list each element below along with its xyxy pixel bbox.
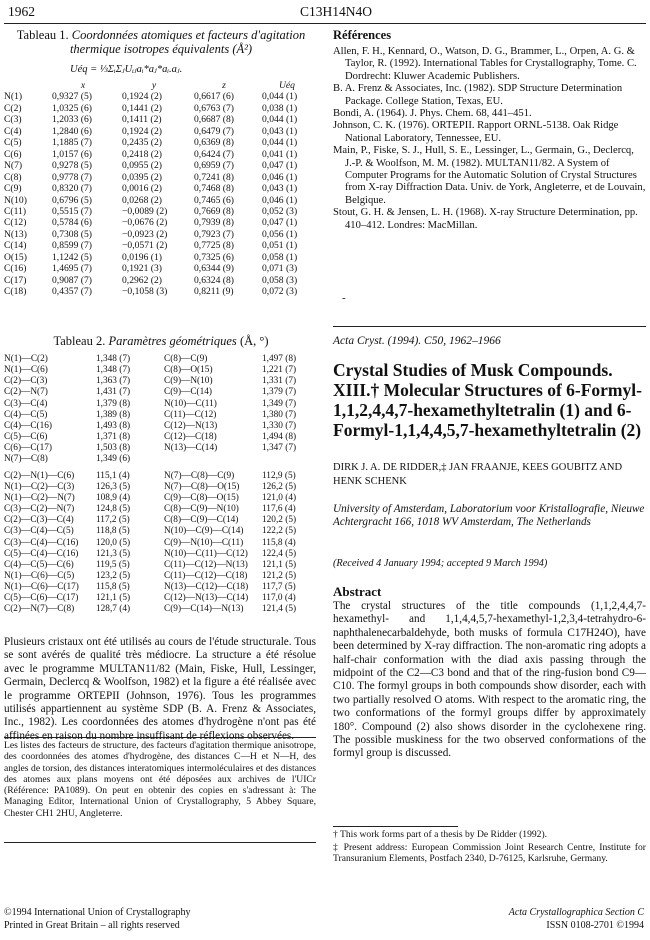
geometry-label: C(2)—C(3) xyxy=(4,376,48,387)
coord-cell: 0,9778 (7) xyxy=(52,171,92,183)
table2-row xyxy=(4,560,316,571)
coord-cell: 0,071 (3) xyxy=(262,263,298,275)
coord-cell: 0,058 (1) xyxy=(262,251,298,263)
reference-item: Bondi, A. (1964). J. Phys. Chem. 68, 441–451. xyxy=(333,108,532,120)
table1-row xyxy=(4,126,316,137)
geometry-label: C(8)—C(9)—C(14) xyxy=(164,515,239,526)
geometry-label: C(11)—C(12)—C(18) xyxy=(164,570,248,581)
footer-printed: Printed in Great Britain – all rights reserved xyxy=(4,920,180,931)
geometry-label: C(8)—C(9)—N(10) xyxy=(164,504,239,515)
geometry-value: 121,3 (5) xyxy=(96,548,131,559)
table2-row xyxy=(4,604,316,615)
coord-cell: 1,1242 (5) xyxy=(52,251,92,263)
geometry-value: 126,2 (5) xyxy=(262,481,297,492)
geometry-value: 1,221 (7) xyxy=(262,365,297,376)
coord-cell: 0,7669 (8) xyxy=(194,205,234,217)
footnote-thesis: † This work forms part of a thesis by De Ridder (1992). xyxy=(333,829,548,840)
coord-cell: 1,0325 (6) xyxy=(52,102,92,114)
coord-cell: 0,9087 (7) xyxy=(52,274,92,286)
coord-cell: 0,044 (1) xyxy=(262,114,298,126)
geometry-value: 1,380 (7) xyxy=(262,409,297,420)
geometry-label: N(7)—C(8) xyxy=(4,454,48,465)
coord-cell: −0,0089 (2) xyxy=(122,205,168,217)
geometry-value: 108,9 (4) xyxy=(96,492,131,503)
coord-cell: 0,6324 (8) xyxy=(194,274,234,286)
table1-row xyxy=(4,240,316,251)
table2-row xyxy=(4,421,316,432)
geometry-label: C(6)—C(17) xyxy=(4,443,53,454)
geometry-value: 1,331 (7) xyxy=(262,376,297,387)
table2-row xyxy=(4,387,316,398)
coord-cell: −0,0571 (2) xyxy=(122,240,168,252)
table2-row xyxy=(4,454,316,465)
geometry-label: C(2)—C(3)—C(4) xyxy=(4,515,74,526)
atom-label: C(12) xyxy=(4,217,27,229)
article-title: Crystal Studies of Musk Compounds. XIII.† Molecular Structures of 6-Formyl-1,1,2,4,4,7-hexamethyltetralin (1) and 6-Formyl-1,1,4,4,5,7-hexamethyltetralin (2) xyxy=(333,360,642,440)
coord-cell: 0,072 (3) xyxy=(262,286,298,298)
table2-bonds xyxy=(4,354,316,466)
geometry-value: 115,1 (4) xyxy=(96,470,130,481)
references-list xyxy=(333,46,646,232)
article-affiliation: University of Amsterdam, Laboratorium voor Kristallografie, Nieuwe Achtergracht 166, 1018 WV Amsterdam, The Netherlands xyxy=(333,503,645,529)
coord-cell: 0,7308 (5) xyxy=(52,228,92,240)
table2-row xyxy=(4,354,316,365)
table1-col-x: x xyxy=(80,80,86,91)
table1-row xyxy=(4,275,316,286)
coord-cell: 0,1921 (3) xyxy=(122,263,162,275)
geometry-value: 120,2 (5) xyxy=(262,515,297,526)
geometry-label: C(9)—C(14) xyxy=(164,387,213,398)
atom-label: C(9) xyxy=(4,183,22,195)
geometry-label: C(11)—C(12) xyxy=(164,409,217,420)
coord-cell: 0,043 (1) xyxy=(262,125,298,137)
geometry-label: N(13)—C(14) xyxy=(164,443,218,454)
table1-row xyxy=(4,206,316,217)
coord-cell: 0,2418 (2) xyxy=(122,148,162,160)
coord-cell: −0,0676 (2) xyxy=(122,217,168,229)
table1-row xyxy=(4,103,316,114)
geometry-value: 1,348 (7) xyxy=(96,354,131,364)
table2-row xyxy=(4,526,316,537)
coord-cell: 0,0955 (2) xyxy=(122,160,162,172)
table2-row xyxy=(4,365,316,376)
coord-cell: 0,7325 (6) xyxy=(194,251,234,263)
geometry-value: 121,2 (5) xyxy=(262,570,297,581)
atom-label: N(1) xyxy=(4,91,23,103)
abstract-heading: Abstract xyxy=(333,584,382,599)
coord-cell: 0,7468 (8) xyxy=(194,183,234,195)
coord-cell: 0,2435 (2) xyxy=(122,137,162,149)
coord-cell: 0,044 (1) xyxy=(262,137,298,149)
geometry-value: 121,1 (5) xyxy=(262,559,297,570)
reference-item: Johnson, C. K. (1976). ORTEPII. Rapport ORNL-5138. Oak Ridge National Laboratory, Tennessee, EU. xyxy=(333,120,619,144)
coord-cell: 0,8211 (9) xyxy=(194,286,234,298)
atom-label: C(18) xyxy=(4,286,27,298)
table1-row xyxy=(4,286,316,297)
geometry-label: C(4)—C(5)—C(6) xyxy=(4,559,74,570)
coord-cell: 0,9327 (5) xyxy=(52,91,92,103)
table1-row xyxy=(4,229,316,240)
table2-row xyxy=(4,471,316,482)
table1-caption: Tableau 1. Coordonnées atomiques et facteurs d'agitation thermique isotropes équivalents (Å²) xyxy=(16,28,306,56)
table2-row xyxy=(4,410,316,421)
footer-issn: ISSN 0108-2701 ©1994 xyxy=(546,920,644,931)
geometry-label: C(3)—C(4) xyxy=(4,398,48,409)
atom-label: N(10) xyxy=(4,194,27,206)
atom-label: C(16) xyxy=(4,263,27,275)
atom-label: C(5) xyxy=(4,137,22,149)
geometry-value: 122,2 (5) xyxy=(262,526,297,537)
article-received: (Received 4 January 1994; accepted 9 March 1994) xyxy=(333,558,548,569)
atom-label: O(15) xyxy=(4,251,27,263)
geometry-label: N(10)—C(11)—C(12) xyxy=(164,548,248,559)
geometry-label: C(8)—C(9) xyxy=(164,354,208,364)
table2-row xyxy=(4,515,316,526)
table1-row xyxy=(4,183,316,194)
coord-cell: 0,1411 (2) xyxy=(122,114,162,126)
references-heading: Références xyxy=(333,28,392,42)
table2-row xyxy=(4,538,316,549)
geometry-value: 1,389 (8) xyxy=(96,409,131,420)
coord-cell: 0,7465 (6) xyxy=(194,194,234,206)
structure-paragraph: Plusieurs cristaux ont été utilisés au cours de l'étude structurale. Tous se sont avérés de qualité très médiocre. La structure a été résolue avec le programme MULTAN11/82 (Main, Fiske, Hull, Lessinger, Germain, Declercq & Woolfson, 1982) et la figure a été réalisée avec le programme ORTEPII (Johnson, 1976). Tous les programmes utilisés appartiennent au système SDP (B. A. Frenz & Associates, Inc., 1982). Les coordonnées des atomes d'hydrogène n'ont pas été affinées en raison du nombre insuffisant de réflexions observées. xyxy=(4,636,316,742)
geometry-value: 1,330 (7) xyxy=(262,420,297,431)
geometry-label: C(9)—C(8)—O(15) xyxy=(164,492,239,503)
coord-cell: 0,5784 (6) xyxy=(52,217,92,229)
geometry-label xyxy=(164,454,262,465)
coord-cell: 0,044 (1) xyxy=(262,91,298,103)
atom-label: C(14) xyxy=(4,240,27,252)
coord-cell: −0,1058 (3) xyxy=(122,286,168,298)
geometry-label: C(2)—N(7)—C(8) xyxy=(4,604,75,615)
coord-cell: 0,0395 (2) xyxy=(122,171,162,183)
atom-label: C(2) xyxy=(4,102,22,114)
geometry-label: C(4)—C(5) xyxy=(4,409,48,420)
table1-row xyxy=(4,160,316,171)
table1-row xyxy=(4,114,316,125)
table1-col-z: z xyxy=(222,80,226,91)
article-rule xyxy=(333,326,646,327)
geometry-value: 1,349 (7) xyxy=(262,398,297,409)
table1-grid xyxy=(4,80,316,298)
geometry-value: 1,497 (8) xyxy=(262,354,297,364)
table2-row xyxy=(4,549,316,560)
footer-right xyxy=(509,906,644,932)
coord-cell: 0,6763 (7) xyxy=(194,102,234,114)
coord-cell: 0,0196 (1) xyxy=(122,251,162,263)
geometry-value: 123,2 (5) xyxy=(96,570,131,581)
geometry-label: C(12)—N(13) xyxy=(164,420,218,431)
header-rule xyxy=(4,23,646,24)
atom-label: N(7) xyxy=(4,160,23,172)
geometry-value: 1,348 (7) xyxy=(96,365,131,376)
geometry-label: C(4)—C(16) xyxy=(4,420,53,431)
atom-label: C(17) xyxy=(4,274,27,286)
coord-cell: 0,4357 (7) xyxy=(52,286,92,298)
atom-label: N(13) xyxy=(4,228,27,240)
table2-row xyxy=(4,571,316,582)
geometry-value: 112,9 (5) xyxy=(262,470,296,481)
geometry-value: 119,5 (5) xyxy=(96,559,130,570)
atom-label: C(11) xyxy=(4,205,27,217)
coord-cell: 1,0157 (6) xyxy=(52,148,92,160)
geometry-value: 1,363 (7) xyxy=(96,376,131,387)
geometry-value: 1,431 (7) xyxy=(96,387,131,398)
coord-cell: 1,2840 (6) xyxy=(52,125,92,137)
coord-cell: 0,6687 (8) xyxy=(194,114,234,126)
table1-header-row xyxy=(4,80,316,91)
abstract-text: The crystal structures of the title compounds (1,1,2,4,4,7-hexamethyl- and 1,1,4,4,5,7-hexamethyl-1,2,3,4-tetrahydro-6-naphthalenecarbaldehyde, both musks of formula C17H24O), have been determined by X-ray diffraction. The non-aromatic ring adopts a half-chair conformation with the diad axis passing through the midpoint of the C2—C3 bond and that of the ring-fusion bond C9—C10. The formyl groups in both compounds show disorder, each with two partially resolved O atoms. With respect to the aromatic ring, the two conformations of the formyl groups differ by approximately 180°. Compound (2) also shows disorder in the cyclohexene ring. The possible muskiness for the two observed conformations of the formyl group is discussed. xyxy=(333,600,646,760)
table2-row xyxy=(4,493,316,504)
footer-copyright: ©1994 International Union of Crystallography xyxy=(4,907,191,918)
geometry-label: N(7)—C(8)—O(15) xyxy=(164,481,240,492)
coord-cell: 0,6617 (6) xyxy=(194,91,234,103)
coord-cell: 0,6369 (8) xyxy=(194,137,234,149)
geometry-value: 1,379 (8) xyxy=(96,398,131,409)
table2-row xyxy=(4,482,316,493)
geometry-value: 121,1 (5) xyxy=(96,593,131,604)
table1-row xyxy=(4,217,316,228)
table1-row xyxy=(4,137,316,148)
geometry-value: 117,2 (5) xyxy=(96,515,130,526)
atom-label: C(3) xyxy=(4,114,22,126)
geometry-value: 115,8 (4) xyxy=(262,537,296,548)
table1 xyxy=(4,80,316,298)
coord-cell: 0,8320 (7) xyxy=(52,183,92,195)
geometry-label: N(1)—C(6)—C(5) xyxy=(4,570,75,581)
geometry-label: C(5)—C(4)—C(16) xyxy=(4,548,79,559)
geometry-label: C(9)—C(14)—N(13) xyxy=(164,604,244,615)
coord-cell: 0,7725 (8) xyxy=(194,240,234,252)
geometry-value: 117,0 (4) xyxy=(262,593,296,604)
geometry-value: 115,8 (5) xyxy=(96,582,130,593)
running-formula: C13H14N4O xyxy=(300,4,373,19)
geometry-value: 126,3 (5) xyxy=(96,481,131,492)
geometry-label: N(1)—C(2) xyxy=(4,354,48,364)
coord-cell: 0,0268 (2) xyxy=(122,194,162,206)
geometry-value: 122,4 (5) xyxy=(262,548,297,559)
geometry-value: 121,4 (5) xyxy=(262,604,297,615)
coord-cell: 0,046 (1) xyxy=(262,194,298,206)
coord-cell: 0,0016 (2) xyxy=(122,183,162,195)
page-number: 1962 xyxy=(8,4,35,19)
geometry-label: N(10)—C(11) xyxy=(164,398,217,409)
coord-cell: 0,7939 (8) xyxy=(194,217,234,229)
footnote-rule xyxy=(333,826,458,827)
coord-cell: 0,056 (1) xyxy=(262,228,298,240)
coord-cell: 0,051 (1) xyxy=(262,240,298,252)
table1-col-ueq: Uéq xyxy=(279,80,295,91)
geometry-label: C(2)—N(7) xyxy=(4,387,48,398)
geometry-label: C(3)—C(4)—C(16) xyxy=(4,537,79,548)
footnote-address: ‡ Present address: European Commission Joint Research Centre, Institute for Transuranium Elements, Postfach 2340, D-76125, Karlsruhe, Germany. xyxy=(333,842,646,865)
table1-row xyxy=(4,149,316,160)
coord-cell: 0,6959 (7) xyxy=(194,160,234,172)
footer-journal: Acta Crystallographica Section C xyxy=(508,907,644,918)
reference-item: Stout, G. H. & Jensen, L. H. (1968). X-ray Structure Determination, pp. 410–412. Londres: MacMillan. xyxy=(333,207,638,231)
geometry-label: N(7)—C(8)—C(9) xyxy=(164,470,235,481)
table1-body xyxy=(4,91,316,297)
coord-cell: 0,6479 (7) xyxy=(194,125,234,137)
coord-cell: 0,047 (1) xyxy=(262,217,298,229)
deposit-rule-top xyxy=(4,737,316,738)
deposit-note: Les listes des facteurs de structure, des facteurs d'agitation thermique anisotrope, des coordonnées des atomes d'hydrogène, des distances C—H et N—H, des angles de torsion, des distances interatomiques intermoléculaires et des distances des atomes aux plans moyens ont été déposées aux archives de l'UICr (Référence: PA1089). On peut en obtenir des copies en s'adressant à: The Managing Editor, International Union of Crystallography, 5 Abbey Square, Chester CH1 2HU, Angleterre. xyxy=(4,740,316,819)
geometry-label: C(9)—N(10) xyxy=(164,376,213,387)
table1-row xyxy=(4,263,316,274)
coord-cell: 0,041 (1) xyxy=(262,148,298,160)
article-authors: DIRK J. A. DE RIDDER,‡ JAN FRAANJE, KEES GOUBITZ AND HENK SCHENK xyxy=(333,462,623,487)
deposit-rule-bottom xyxy=(4,842,316,843)
geometry-label: C(5)—C(6)—C(17) xyxy=(4,593,79,604)
coord-cell: 0,7923 (7) xyxy=(194,228,234,240)
geometry-label: N(1)—C(6)—C(17) xyxy=(4,582,79,593)
geometry-label: C(5)—C(6) xyxy=(4,432,48,443)
table1-col-y: y xyxy=(151,80,157,91)
coord-cell: 1,2033 (6) xyxy=(52,114,92,126)
coord-cell: 0,9278 (5) xyxy=(52,160,92,172)
geometry-label: N(1)—C(2)—N(7) xyxy=(4,492,75,503)
coord-cell: 0,046 (1) xyxy=(262,171,298,183)
table1-row xyxy=(4,195,316,206)
table2-row xyxy=(4,504,316,515)
table2 xyxy=(4,354,316,616)
coord-cell: 0,1924 (2) xyxy=(122,91,162,103)
table2-angles xyxy=(4,471,316,616)
table2-row xyxy=(4,376,316,387)
coord-cell: 1,1885 (7) xyxy=(52,137,92,149)
coord-cell: 0,038 (1) xyxy=(262,102,298,114)
geometry-label: C(3)—C(2)—N(7) xyxy=(4,504,75,515)
geometry-value: 1,379 (7) xyxy=(262,387,297,398)
geometry-value: 1,494 (8) xyxy=(262,432,297,443)
geometry-value: 121,0 (4) xyxy=(262,492,297,503)
geometry-value xyxy=(262,454,316,465)
dash-mark: - xyxy=(342,292,346,304)
geometry-value: 1,503 (8) xyxy=(96,443,131,454)
table1-row xyxy=(4,172,316,183)
table1-row xyxy=(4,91,316,102)
geometry-value: 124,8 (5) xyxy=(96,504,131,515)
geometry-label: C(12)—N(13)—C(14) xyxy=(164,593,249,604)
geometry-label: C(3)—C(4)—C(5) xyxy=(4,526,74,537)
geometry-value: 120,0 (5) xyxy=(96,537,131,548)
reference-item: Main, P., Fiske, S. J., Hull, S. E., Lessinger, L., Germain, G., Declercq, J.-P. & Woolfson, M. M. (1982). MULTAN11/82. A System of Computer Programs for the Automatic Solution of Crystal Structures from X-ray Diffraction Data. Univ. de York, Angleterre, et de Louvain, Belgique. xyxy=(333,145,646,206)
coord-cell: 0,058 (3) xyxy=(262,274,298,286)
atom-label: C(6) xyxy=(4,148,22,160)
reference-item: Allen, F. H., Kennard, O., Watson, D. G., Brammer, L., Orpen, A. G. & Taylor, R. (1992). International Tables for Crystallography, Tome. C. Dordrecht: Kluwer Academic Publishers. xyxy=(333,46,637,82)
geometry-label: C(9)—N(10)—C(11) xyxy=(164,537,244,548)
geometry-label: N(10)—C(9)—C(14) xyxy=(164,526,244,537)
coord-cell: 0,6344 (9) xyxy=(194,263,234,275)
geometry-value: 117,6 (4) xyxy=(262,504,296,515)
coord-cell: 0,052 (3) xyxy=(262,205,298,217)
geometry-value: 118,8 (5) xyxy=(96,526,130,537)
geometry-value: 117,7 (5) xyxy=(262,582,296,593)
geometry-label: C(8)—O(15) xyxy=(164,365,213,376)
coord-cell: 0,047 (1) xyxy=(262,160,298,172)
reference-item: B. A. Frenz & Associates, Inc. (1982). SDP Structure Determination Package. College Station, Texas, EU. xyxy=(333,83,623,107)
coord-cell: 0,6796 (5) xyxy=(52,194,92,206)
table1-equation: Uéq = ⅓ΣᵢΣⱼUᵢⱼaᵢ*aⱼ*aᵢ.aⱼ. xyxy=(70,64,183,75)
coord-cell: 0,2962 (2) xyxy=(122,274,162,286)
table2-row xyxy=(4,432,316,443)
geometry-value: 128,7 (4) xyxy=(96,604,131,615)
footer-left xyxy=(4,906,190,932)
table1-row xyxy=(4,252,316,263)
geometry-value: 1,349 (6) xyxy=(96,454,131,465)
coord-cell: 0,7241 (8) xyxy=(194,171,234,183)
atom-label: C(8) xyxy=(4,171,22,183)
geometry-label: C(2)—N(1)—C(6) xyxy=(4,470,75,481)
coord-cell: 0,5515 (7) xyxy=(52,205,92,217)
coord-cell: 0,6424 (7) xyxy=(194,148,234,160)
table2-row xyxy=(4,593,316,604)
table2-row xyxy=(4,582,316,593)
geometry-value: 1,371 (8) xyxy=(96,432,131,443)
geometry-value: 1,493 (8) xyxy=(96,420,131,431)
coord-cell: 0,043 (1) xyxy=(262,183,298,195)
geometry-value: 1,347 (7) xyxy=(262,443,297,454)
coord-cell: −0,0923 (2) xyxy=(122,228,168,240)
table2-caption: Tableau 2. Paramètres géométriques (Å, °) xyxy=(53,334,269,348)
coord-cell: 1,4695 (7) xyxy=(52,263,92,275)
geometry-label: N(13)—C(12)—C(18) xyxy=(164,582,249,593)
geometry-label: N(1)—C(6) xyxy=(4,365,48,376)
coord-cell: 0,1441 (2) xyxy=(122,102,162,114)
atom-label: C(4) xyxy=(4,125,22,137)
table2-row xyxy=(4,443,316,454)
coord-cell: 0,1924 (2) xyxy=(122,125,162,137)
coord-cell: 0,8599 (7) xyxy=(52,240,92,252)
article-citation: Acta Cryst. (1994). C50, 1962–1966 xyxy=(333,335,501,347)
geometry-label: N(1)—C(2)—C(3) xyxy=(4,481,75,492)
table2-row xyxy=(4,399,316,410)
geometry-label: C(12)—C(18) xyxy=(164,432,217,443)
geometry-label: C(11)—C(12)—N(13) xyxy=(164,559,248,570)
